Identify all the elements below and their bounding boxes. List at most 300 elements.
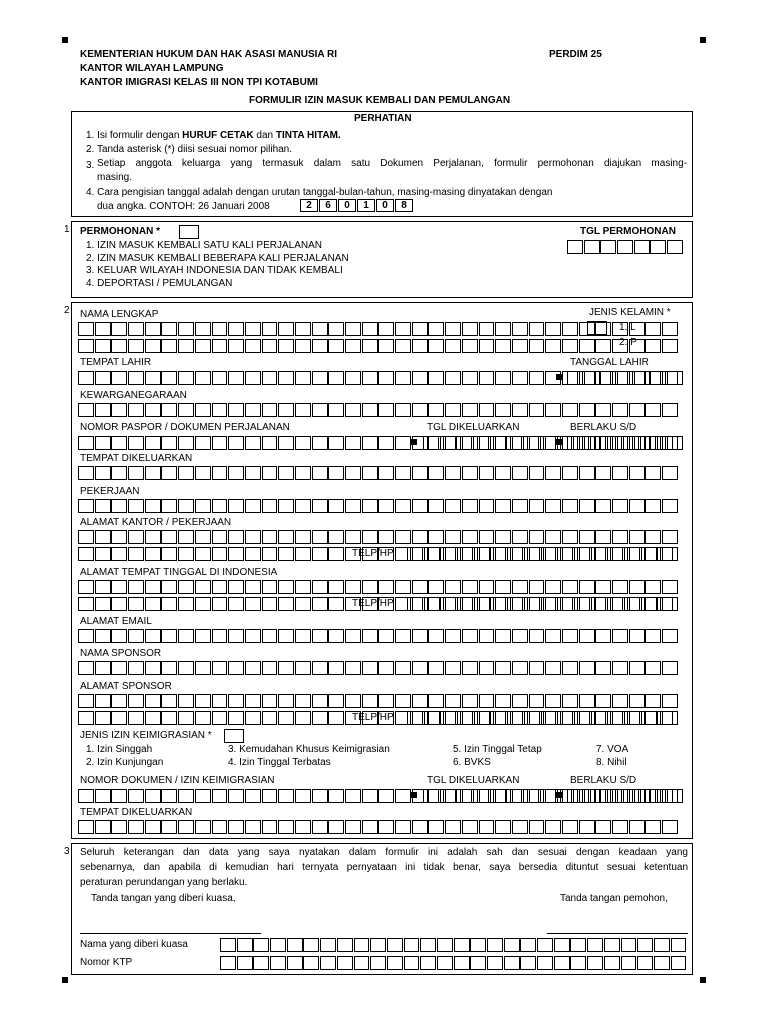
char-cell[interactable] xyxy=(111,629,127,643)
char-cell[interactable] xyxy=(312,694,328,708)
char-cell[interactable] xyxy=(600,371,616,385)
char-cell[interactable] xyxy=(245,547,261,561)
char-cell[interactable] xyxy=(362,403,378,417)
char-cell[interactable] xyxy=(145,436,161,450)
char-cell[interactable] xyxy=(111,339,127,353)
char-cell[interactable] xyxy=(657,711,673,725)
char-cell[interactable] xyxy=(457,547,473,561)
char-cell[interactable] xyxy=(612,466,628,480)
char-cell[interactable] xyxy=(245,466,261,480)
char-cell[interactable] xyxy=(228,547,244,561)
char-cell[interactable] xyxy=(328,694,344,708)
char-cell[interactable] xyxy=(562,403,578,417)
char-cell[interactable] xyxy=(440,597,456,611)
char-cell[interactable] xyxy=(637,956,653,970)
char-cell[interactable] xyxy=(278,322,294,336)
char-cell[interactable] xyxy=(507,547,523,561)
char-cell[interactable] xyxy=(128,499,144,513)
char-cell[interactable] xyxy=(595,530,611,544)
char-cell[interactable] xyxy=(662,466,678,480)
char-cell[interactable] xyxy=(145,530,161,544)
char-cell[interactable] xyxy=(428,322,444,336)
char-cell[interactable] xyxy=(78,403,94,417)
char-cell[interactable] xyxy=(161,339,177,353)
char-cell[interactable] xyxy=(645,530,661,544)
char-cell[interactable] xyxy=(662,629,678,643)
char-cell[interactable] xyxy=(195,530,211,544)
char-cell[interactable] xyxy=(228,339,244,353)
char-cell[interactable] xyxy=(456,789,472,803)
char-cell[interactable] xyxy=(524,711,540,725)
char-cell[interactable] xyxy=(445,371,461,385)
char-cell[interactable] xyxy=(529,339,545,353)
char-cell[interactable] xyxy=(512,629,528,643)
char-cell[interactable] xyxy=(295,661,311,675)
char-cell[interactable] xyxy=(612,694,628,708)
char-cell[interactable] xyxy=(557,711,573,725)
char-cell[interactable] xyxy=(195,694,211,708)
char-cell[interactable] xyxy=(395,694,411,708)
char-cell[interactable] xyxy=(506,436,522,450)
char-cell[interactable] xyxy=(312,339,328,353)
char-cell[interactable] xyxy=(428,499,444,513)
char-cell[interactable] xyxy=(295,466,311,480)
char-cell[interactable] xyxy=(629,466,645,480)
char-cell[interactable] xyxy=(579,580,595,594)
char-cell[interactable] xyxy=(312,371,328,385)
char-cell[interactable] xyxy=(178,371,194,385)
email-input[interactable] xyxy=(78,629,679,643)
char-cell[interactable] xyxy=(195,820,211,834)
char-cell[interactable] xyxy=(178,597,194,611)
char-cell[interactable] xyxy=(178,694,194,708)
char-cell[interactable] xyxy=(574,711,590,725)
char-cell[interactable] xyxy=(312,820,328,834)
char-cell[interactable] xyxy=(161,371,177,385)
char-cell[interactable] xyxy=(128,403,144,417)
char-cell[interactable] xyxy=(579,661,595,675)
char-cell[interactable] xyxy=(607,547,623,561)
char-cell[interactable] xyxy=(570,956,586,970)
char-cell[interactable] xyxy=(645,466,661,480)
char-cell[interactable] xyxy=(262,339,278,353)
char-cell[interactable] xyxy=(462,339,478,353)
char-cell[interactable] xyxy=(128,339,144,353)
char-cell[interactable] xyxy=(245,597,261,611)
char-cell[interactable] xyxy=(424,547,440,561)
char-cell[interactable] xyxy=(470,938,486,952)
char-cell[interactable] xyxy=(378,789,394,803)
char-cell[interactable] xyxy=(245,499,261,513)
char-cell[interactable] xyxy=(78,629,94,643)
char-cell[interactable] xyxy=(645,339,661,353)
char-cell[interactable] xyxy=(262,466,278,480)
char-cell[interactable] xyxy=(412,466,428,480)
char-cell[interactable] xyxy=(228,597,244,611)
char-cell[interactable] xyxy=(671,956,687,970)
char-cell[interactable] xyxy=(657,597,673,611)
char-cell[interactable] xyxy=(378,499,394,513)
char-cell[interactable] xyxy=(220,938,236,952)
char-cell[interactable] xyxy=(328,820,344,834)
char-cell[interactable] xyxy=(545,530,561,544)
char-cell[interactable] xyxy=(470,956,486,970)
char-cell[interactable] xyxy=(345,661,361,675)
char-cell[interactable] xyxy=(617,436,633,450)
char-cell[interactable] xyxy=(545,629,561,643)
char-cell[interactable] xyxy=(111,322,127,336)
char-cell[interactable] xyxy=(378,371,394,385)
char-cell[interactable] xyxy=(345,436,361,450)
char-cell[interactable] xyxy=(161,403,177,417)
char-cell[interactable] xyxy=(512,371,528,385)
char-cell[interactable] xyxy=(178,547,194,561)
char-cell[interactable] xyxy=(387,956,403,970)
char-cell[interactable] xyxy=(161,530,177,544)
char-cell[interactable] xyxy=(495,403,511,417)
char-cell[interactable] xyxy=(212,711,228,725)
char-cell[interactable] xyxy=(262,580,278,594)
char-cell[interactable] xyxy=(328,466,344,480)
char-cell[interactable] xyxy=(624,597,640,611)
char-cell[interactable] xyxy=(345,694,361,708)
char-cell[interactable] xyxy=(295,820,311,834)
char-cell[interactable] xyxy=(428,530,444,544)
char-cell[interactable] xyxy=(407,597,423,611)
char-cell[interactable] xyxy=(195,339,211,353)
char-cell[interactable] xyxy=(479,371,495,385)
char-cell[interactable] xyxy=(228,403,244,417)
char-cell[interactable] xyxy=(395,339,411,353)
char-cell[interactable] xyxy=(212,499,228,513)
char-cell[interactable] xyxy=(78,789,94,803)
char-cell[interactable] xyxy=(78,597,94,611)
char-cell[interactable] xyxy=(507,711,523,725)
char-cell[interactable] xyxy=(479,403,495,417)
char-cell[interactable] xyxy=(312,403,328,417)
char-cell[interactable] xyxy=(445,339,461,353)
char-cell[interactable] xyxy=(362,436,378,450)
char-cell[interactable] xyxy=(562,339,578,353)
char-cell[interactable] xyxy=(337,956,353,970)
char-cell[interactable] xyxy=(295,403,311,417)
char-cell[interactable] xyxy=(195,789,211,803)
char-cell[interactable] xyxy=(462,580,478,594)
char-cell[interactable] xyxy=(295,789,311,803)
char-cell[interactable] xyxy=(529,403,545,417)
char-cell[interactable] xyxy=(362,789,378,803)
char-cell[interactable] xyxy=(423,436,439,450)
char-cell[interactable] xyxy=(362,466,378,480)
char-cell[interactable] xyxy=(78,371,94,385)
char-cell[interactable] xyxy=(457,597,473,611)
char-cell[interactable] xyxy=(424,597,440,611)
char-cell[interactable] xyxy=(584,789,600,803)
char-cell[interactable] xyxy=(440,789,456,803)
char-cell[interactable] xyxy=(474,547,490,561)
char-cell[interactable] xyxy=(278,580,294,594)
char-cell[interactable] xyxy=(587,956,603,970)
char-cell[interactable] xyxy=(128,820,144,834)
char-cell[interactable] xyxy=(262,371,278,385)
char-cell[interactable] xyxy=(362,820,378,834)
char-cell[interactable] xyxy=(395,580,411,594)
char-cell[interactable] xyxy=(529,820,545,834)
char-cell[interactable] xyxy=(428,694,444,708)
char-cell[interactable] xyxy=(278,629,294,643)
char-cell[interactable] xyxy=(662,530,678,544)
char-cell[interactable] xyxy=(487,938,503,952)
char-cell[interactable] xyxy=(473,789,489,803)
char-cell[interactable] xyxy=(562,661,578,675)
char-cell[interactable] xyxy=(612,339,628,353)
char-cell[interactable] xyxy=(529,580,545,594)
char-cell[interactable] xyxy=(495,629,511,643)
char-cell[interactable] xyxy=(278,403,294,417)
ktp-number-input[interactable] xyxy=(220,956,687,970)
char-cell[interactable] xyxy=(195,580,211,594)
char-cell[interactable] xyxy=(645,629,661,643)
char-cell[interactable] xyxy=(645,499,661,513)
char-cell[interactable] xyxy=(295,711,311,725)
char-cell[interactable] xyxy=(641,597,657,611)
char-cell[interactable] xyxy=(495,339,511,353)
char-cell[interactable] xyxy=(195,403,211,417)
char-cell[interactable] xyxy=(212,789,228,803)
char-cell[interactable] xyxy=(490,436,506,450)
char-cell[interactable] xyxy=(111,403,127,417)
char-cell[interactable] xyxy=(645,661,661,675)
char-cell[interactable] xyxy=(645,820,661,834)
char-cell[interactable] xyxy=(456,436,472,450)
char-cell[interactable] xyxy=(487,956,503,970)
char-cell[interactable] xyxy=(295,597,311,611)
char-cell[interactable] xyxy=(262,711,278,725)
char-cell[interactable] xyxy=(278,820,294,834)
char-cell[interactable] xyxy=(95,597,111,611)
char-cell[interactable] xyxy=(412,499,428,513)
char-cell[interactable] xyxy=(540,436,556,450)
char-cell[interactable] xyxy=(278,547,294,561)
sponsor-address-input-1[interactable] xyxy=(78,694,679,708)
char-cell[interactable] xyxy=(545,403,561,417)
char-cell[interactable] xyxy=(328,499,344,513)
char-cell[interactable] xyxy=(457,711,473,725)
char-cell[interactable] xyxy=(595,661,611,675)
char-cell[interactable] xyxy=(595,820,611,834)
char-cell[interactable] xyxy=(270,956,286,970)
char-cell[interactable] xyxy=(479,339,495,353)
char-cell[interactable] xyxy=(523,789,539,803)
char-cell[interactable] xyxy=(195,661,211,675)
permit-valid-until-input[interactable] xyxy=(567,789,684,803)
char-cell[interactable] xyxy=(303,938,319,952)
char-cell[interactable] xyxy=(454,956,470,970)
char-cell[interactable] xyxy=(95,466,111,480)
char-cell[interactable] xyxy=(95,547,111,561)
char-cell[interactable] xyxy=(621,956,637,970)
char-cell[interactable] xyxy=(541,711,557,725)
char-cell[interactable] xyxy=(178,466,194,480)
char-cell[interactable] xyxy=(445,694,461,708)
char-cell[interactable] xyxy=(562,629,578,643)
char-cell[interactable] xyxy=(671,938,687,952)
char-cell[interactable] xyxy=(178,580,194,594)
char-cell[interactable] xyxy=(495,580,511,594)
char-cell[interactable] xyxy=(479,466,495,480)
char-cell[interactable] xyxy=(428,403,444,417)
char-cell[interactable] xyxy=(237,956,253,970)
char-cell[interactable] xyxy=(245,711,261,725)
char-cell[interactable] xyxy=(612,661,628,675)
char-cell[interactable] xyxy=(328,629,344,643)
char-cell[interactable] xyxy=(328,547,344,561)
char-cell[interactable] xyxy=(278,597,294,611)
char-cell[interactable] xyxy=(195,436,211,450)
char-cell[interactable] xyxy=(529,466,545,480)
char-cell[interactable] xyxy=(328,339,344,353)
char-cell[interactable] xyxy=(495,661,511,675)
char-cell[interactable] xyxy=(78,322,94,336)
char-cell[interactable] xyxy=(295,339,311,353)
char-cell[interactable] xyxy=(178,530,194,544)
char-cell[interactable] xyxy=(212,820,228,834)
char-cell[interactable] xyxy=(345,499,361,513)
char-cell[interactable] xyxy=(395,530,411,544)
char-cell[interactable] xyxy=(161,322,177,336)
char-cell[interactable] xyxy=(245,339,261,353)
char-cell[interactable] xyxy=(228,661,244,675)
char-cell[interactable] xyxy=(328,436,344,450)
passport-valid-until-input[interactable] xyxy=(567,436,684,450)
char-cell[interactable] xyxy=(545,580,561,594)
char-cell[interactable] xyxy=(629,530,645,544)
char-cell[interactable] xyxy=(445,629,461,643)
char-cell[interactable] xyxy=(178,820,194,834)
char-cell[interactable] xyxy=(337,938,353,952)
char-cell[interactable] xyxy=(479,820,495,834)
char-cell[interactable] xyxy=(345,371,361,385)
char-cell[interactable] xyxy=(591,711,607,725)
char-cell[interactable] xyxy=(212,629,228,643)
char-cell[interactable] xyxy=(228,711,244,725)
char-cell[interactable] xyxy=(278,466,294,480)
char-cell[interactable] xyxy=(407,711,423,725)
char-cell[interactable] xyxy=(420,938,436,952)
char-cell[interactable] xyxy=(445,322,461,336)
char-cell[interactable] xyxy=(557,547,573,561)
char-cell[interactable] xyxy=(378,339,394,353)
char-cell[interactable] xyxy=(612,820,628,834)
char-cell[interactable] xyxy=(328,580,344,594)
char-cell[interactable] xyxy=(178,661,194,675)
char-cell[interactable] xyxy=(362,661,378,675)
char-cell[interactable] xyxy=(320,938,336,952)
char-cell[interactable] xyxy=(662,339,678,353)
char-cell[interactable] xyxy=(554,956,570,970)
char-cell[interactable] xyxy=(278,694,294,708)
char-cell[interactable] xyxy=(128,789,144,803)
char-cell[interactable] xyxy=(584,371,600,385)
char-cell[interactable] xyxy=(440,711,456,725)
char-cell[interactable] xyxy=(312,661,328,675)
char-cell[interactable] xyxy=(629,629,645,643)
char-cell[interactable] xyxy=(562,466,578,480)
proxy-signature-line[interactable] xyxy=(80,933,261,934)
char-cell[interactable] xyxy=(145,371,161,385)
char-cell[interactable] xyxy=(507,597,523,611)
char-cell[interactable] xyxy=(128,694,144,708)
char-cell[interactable] xyxy=(161,499,177,513)
char-cell[interactable] xyxy=(111,694,127,708)
char-cell[interactable] xyxy=(629,694,645,708)
char-cell[interactable] xyxy=(512,580,528,594)
char-cell[interactable] xyxy=(161,466,177,480)
char-cell[interactable] xyxy=(474,597,490,611)
char-cell[interactable] xyxy=(295,530,311,544)
char-cell[interactable] xyxy=(362,580,378,594)
char-cell[interactable] xyxy=(654,938,670,952)
char-cell[interactable] xyxy=(378,694,394,708)
char-cell[interactable] xyxy=(440,436,456,450)
char-cell[interactable] xyxy=(428,466,444,480)
char-cell[interactable] xyxy=(541,597,557,611)
char-cell[interactable] xyxy=(128,711,144,725)
char-cell[interactable] xyxy=(541,547,557,561)
char-cell[interactable] xyxy=(278,530,294,544)
char-cell[interactable] xyxy=(587,938,603,952)
char-cell[interactable] xyxy=(462,530,478,544)
char-cell[interactable] xyxy=(295,322,311,336)
char-cell[interactable] xyxy=(612,530,628,544)
char-cell[interactable] xyxy=(354,938,370,952)
char-cell[interactable] xyxy=(579,499,595,513)
char-cell[interactable] xyxy=(395,322,411,336)
char-cell[interactable] xyxy=(495,820,511,834)
char-cell[interactable] xyxy=(245,789,261,803)
char-cell[interactable] xyxy=(161,597,177,611)
char-cell[interactable] xyxy=(253,938,269,952)
char-cell[interactable] xyxy=(312,789,328,803)
char-cell[interactable] xyxy=(345,339,361,353)
char-cell[interactable] xyxy=(237,938,253,952)
char-cell[interactable] xyxy=(424,711,440,725)
char-cell[interactable] xyxy=(412,661,428,675)
issued-place-input-2[interactable] xyxy=(78,820,679,834)
char-cell[interactable] xyxy=(161,789,177,803)
char-cell[interactable] xyxy=(245,629,261,643)
char-cell[interactable] xyxy=(512,530,528,544)
char-cell[interactable] xyxy=(295,629,311,643)
char-cell[interactable] xyxy=(462,371,478,385)
char-cell[interactable] xyxy=(395,499,411,513)
char-cell[interactable] xyxy=(579,530,595,544)
char-cell[interactable] xyxy=(161,580,177,594)
char-cell[interactable] xyxy=(161,436,177,450)
char-cell[interactable] xyxy=(490,711,506,725)
char-cell[interactable] xyxy=(262,322,278,336)
char-cell[interactable] xyxy=(320,956,336,970)
char-cell[interactable] xyxy=(584,436,600,450)
char-cell[interactable] xyxy=(362,629,378,643)
char-cell[interactable] xyxy=(128,466,144,480)
char-cell[interactable] xyxy=(312,629,328,643)
char-cell[interactable] xyxy=(145,499,161,513)
char-cell[interactable] xyxy=(504,956,520,970)
char-cell[interactable] xyxy=(128,322,144,336)
char-cell[interactable] xyxy=(228,436,244,450)
char-cell[interactable] xyxy=(212,661,228,675)
